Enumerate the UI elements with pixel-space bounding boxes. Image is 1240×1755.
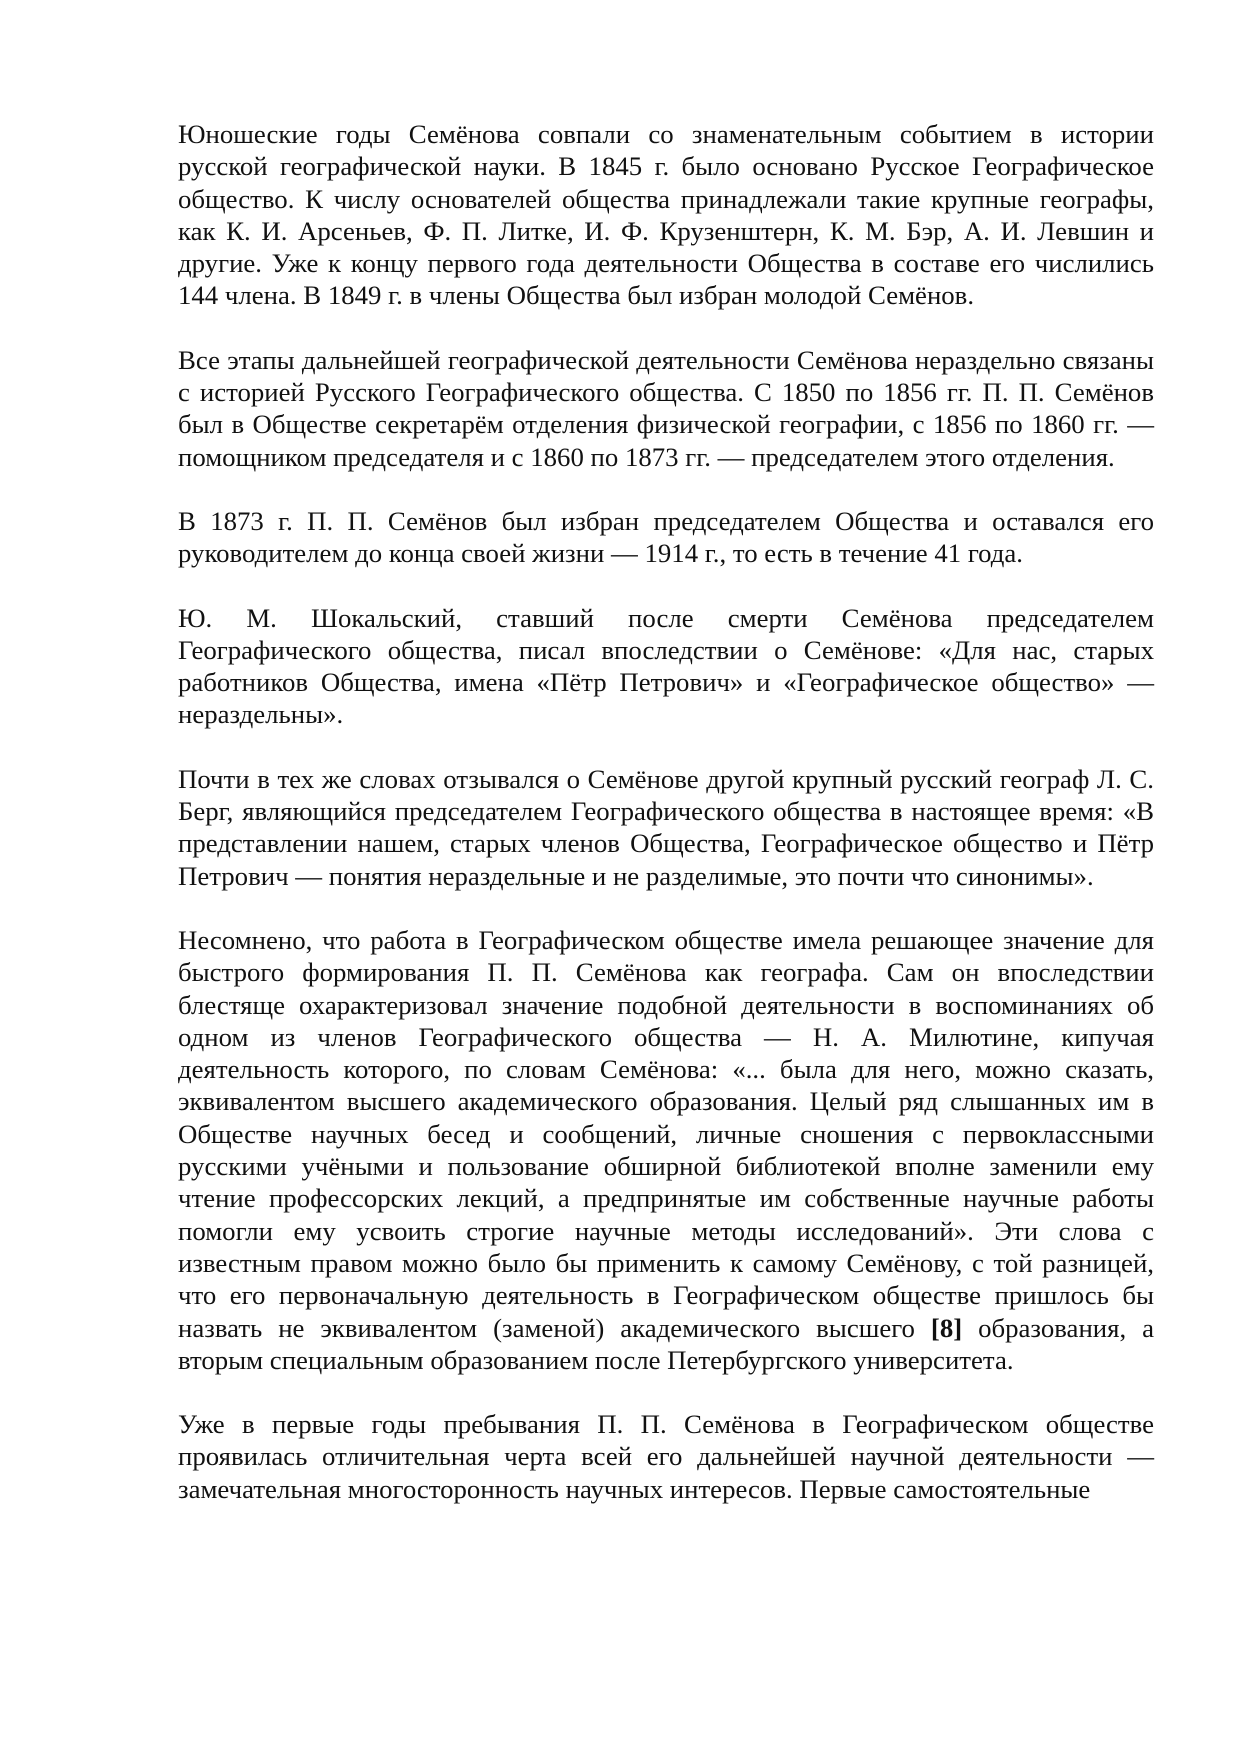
paragraph-stages: Все этапы дальнейшей географической деятельности Семёнова нераздельно связаны с историей Русского Географического общества. С 1850 по 1856 гг. П. П. Семёнов был в Обществе секретарём отделения физической географии, с 1856 по 1860 гг. — помощником председателя и с 1860 по 1873 гг. — председателем этого отделения.: [178, 344, 1154, 472]
paragraph-text-after-ref: образования, а вторым специальным образованием после Петербургского университета.: [178, 1312, 1154, 1375]
paragraph-versatility: Уже в первые годы пребывания П. П. Семёнова в Географическом обществе проявилась отличительная черта всей его дальнейшей научной деятельности — замечательная многосторонность научных интересов. Первые самостоятельные: [178, 1409, 1154, 1504]
page-reference-marker: [8]: [930, 1312, 963, 1343]
paragraph-shokalsky: Ю. М. Шокальский, ставший после смерти Семёнова председателем Географического общества, писал впоследствии о Семёнове: «Для нас, старых работников Общества, имена «Пётр Петрович» и «Географическое общество» — нераздельны».: [178, 602, 1154, 730]
paragraph-text-before-ref: Несомнено, что работа в Географическом обществе имела решающее значение для быстрого формирования П. П. Семёнова как географа. Сам он впоследствии блестяще охарактеризовал значение подобной деятельности в воспоминаниях об одном из членов Географического общества — Н. А. Милютине, кипучая деятельность которого, по словам Семёнова: «... была для него, можно сказать, эквивалентом высшего академического образования. Целый ряд слышанных им в Обществе научных бесед и сообщений, личные сношения с первоклассными русскими учёными и пользование обширной библиотекой вполне заменили ему чтение профессорских лекций, а предпринятые им собственные научные работы помогли ему усвоить строгие научные методы исследований». Эти слова с известным правом можно было бы применить к самому Семёнову, с той разницей, что его первоначальную деятельность в Географическом обществе пришлось бы назвать не эквивалентом (заменой) академического высшего: [178, 924, 1154, 1343]
document-page: [178, 118, 1154, 1505]
paragraph-founding: Юношеские годы Семёнова совпали со знаменательным событием в истории русской географической науки. В 1845 г. было основано Русское Географическое общество. К числу основателей общества принадлежали такие крупные географы, как К. И. Арсеньев, Ф. П. Литке, И. Ф. Крузенштерн, К. М. Бэр, А. И. Левшин и другие. Уже к концу первого года деятельности Общества в составе его числились 144 члена. В 1849 г. в члены Общества был избран молодой Семёнов.: [178, 119, 1154, 311]
paragraph-chairman: В 1873 г. П. П. Семёнов был избран председателем Общества и оставался его руководителем до конца своей жизни — 1914 г., то есть в течение 41 года.: [178, 505, 1154, 569]
paragraph-berg: Почти в тех же словах отзывался о Семёнове другой крупный русский географ Л. С. Берг, являющийся председателем Географического общества в настоящее время: «В представлении нашем, старых членов Общества, Географическое общество и Пётр Петрович — понятия нераздельные и не разделимые, это почти что синонимы».: [178, 763, 1154, 891]
paragraph-milyutin: [178, 924, 1154, 1376]
